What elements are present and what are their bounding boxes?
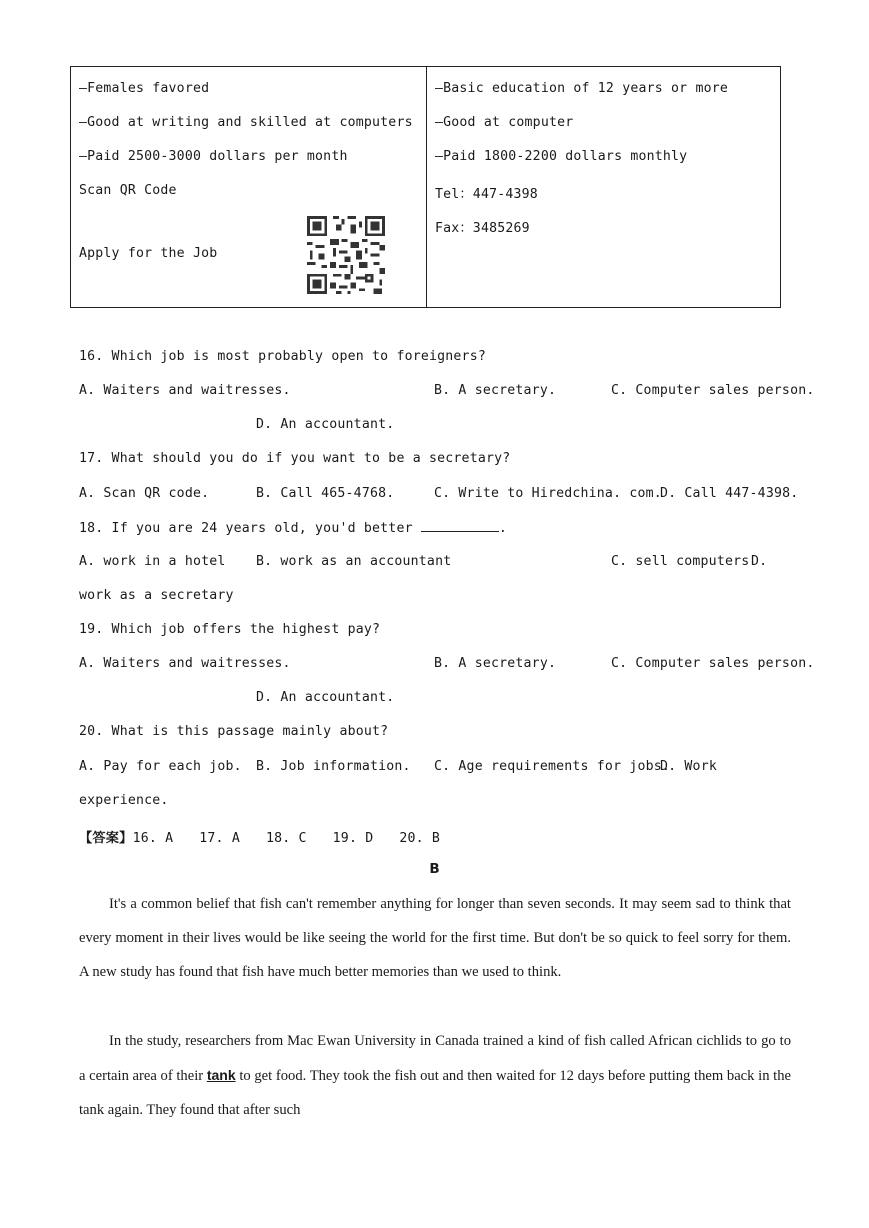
question-16-option-b: B. A secretary.: [434, 383, 557, 398]
passage-paragraph-1: [79, 887, 791, 989]
answer-label: 【答案】: [79, 831, 133, 846]
answer-item: 17. A: [199, 831, 240, 846]
question-17-stem: 17. What should you do if you want to be a secretary?: [79, 451, 511, 466]
underlined-word: tank: [206, 1067, 236, 1083]
answer-key: [79, 827, 440, 846]
question-20-option-d: D. Work: [660, 759, 717, 774]
job-pay: —Paid 1800-2200 dollars monthly: [435, 149, 688, 164]
question-20-option-a: A. Pay for each job.: [79, 759, 242, 774]
question-16-option-d: D. An accountant.: [256, 417, 395, 432]
answer-item: 19. D: [332, 831, 374, 846]
question-19-option-a: A. Waiters and waitresses.: [79, 656, 291, 671]
job-requirement: —Good at writing and skilled at computers: [79, 115, 413, 130]
question-19-stem: 19. Which job offers the highest pay?: [79, 622, 381, 637]
question-17-option-c: C. Write to Hiredchina. com.: [434, 486, 662, 501]
question-20-stem: 20. What is this passage mainly about?: [79, 724, 389, 739]
scan-qr-label: Scan QR Code: [79, 183, 177, 198]
question-18-stem-text: 18. If you are 24 years old, you'd better: [79, 521, 413, 536]
question-19-option-d: D. An accountant.: [256, 690, 395, 705]
question-16-option-a: A. Waiters and waitresses.: [79, 383, 291, 398]
answer-blank: [421, 520, 499, 532]
job-ads-table: [70, 66, 781, 308]
paragraph-text: to get food. They took the fish out and then waited for 12 days before putting them back in the tank again. They found that after such: [79, 1068, 792, 1118]
job-requirement: —Females favored: [79, 81, 210, 96]
question-16-stem: 16. Which job is most probably open to foreigners?: [79, 349, 486, 364]
question-20-option-c: C. Age requirements for jobs.: [434, 759, 671, 774]
question-18-option-c: C. sell computers: [611, 554, 750, 569]
job-requirement: —Good at computer: [435, 115, 574, 130]
question-18-option-d-letter: D.: [751, 554, 768, 569]
question-18-stem-end: .: [498, 521, 508, 536]
question-19-option-b: B. A secretary.: [434, 656, 557, 671]
job-requirement: —Basic education of 12 years or more: [435, 81, 729, 96]
job-fax: Fax：3485269: [435, 221, 530, 236]
question-16-option-c: C. Computer sales person.: [611, 383, 815, 398]
question-17-option-d: D. Call 447-4398.: [660, 486, 799, 501]
question-20-option-d-cont: experience.: [79, 793, 169, 808]
job-pay: —Paid 2500-3000 dollars per month: [79, 149, 348, 164]
question-18-option-b: B. work as an accountant: [256, 554, 452, 569]
passage-paragraph-2: [79, 1024, 791, 1127]
section-heading: B: [429, 861, 440, 877]
apply-label: Apply for the Job: [79, 246, 218, 261]
question-18-stem: [79, 520, 507, 536]
paragraph-text: It's a common belief that fish can't remember anything for longer than seven seconds. It may seem sad to think that every moment in their lives would be like seeing the world for the first time. But don't be so quick to feel sorry for them. A new study has found that fish have much better memories than we used to think.: [79, 896, 791, 980]
job-ad-left: [71, 67, 427, 308]
answer-item: 20. B: [399, 831, 441, 846]
qr-code-image[interactable]: [302, 213, 390, 297]
question-20-option-b: B. Job information.: [256, 759, 411, 774]
job-telephone: Tel：447-4398: [435, 187, 538, 202]
paragraph-text: In the study, researchers from Mac Ewan University in Canada trained a kind of fish called African cichlids to go to a certain area of their: [79, 1033, 791, 1084]
answer-item: 18. C: [265, 831, 307, 846]
question-18-option-d: work as a secretary: [79, 588, 234, 603]
answer-item: 16. A: [132, 831, 174, 846]
question-19-option-c: C. Computer sales person.: [611, 656, 815, 671]
question-17-option-b: B. Call 465-4768.: [256, 486, 395, 501]
job-ad-right: [427, 67, 781, 308]
question-18-option-a: A. work in a hotel: [79, 554, 226, 569]
question-17-option-a: A. Scan QR code.: [79, 486, 210, 501]
